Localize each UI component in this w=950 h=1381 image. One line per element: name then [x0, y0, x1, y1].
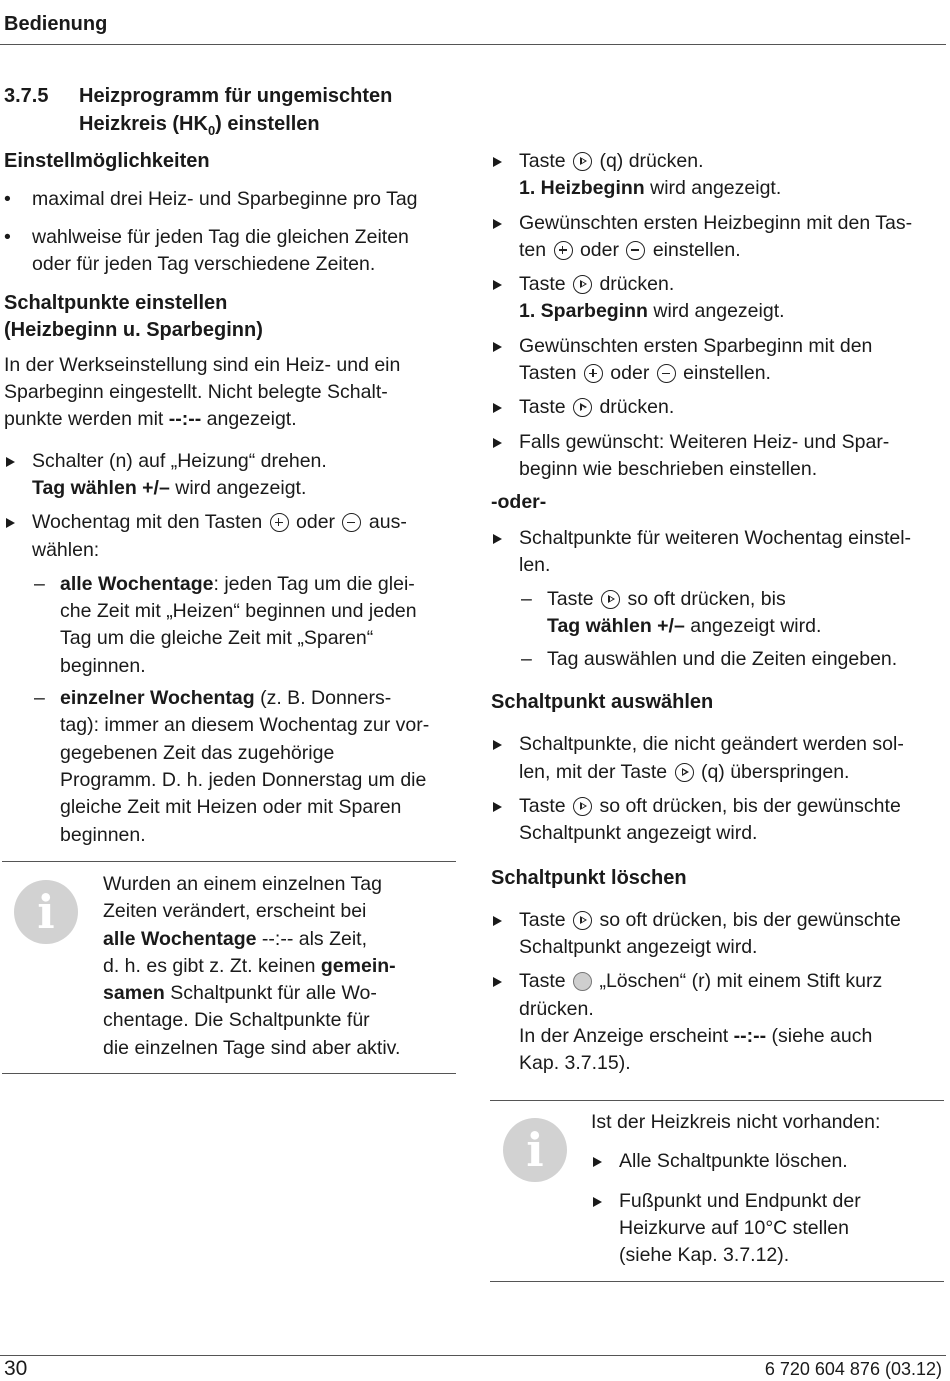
note-rule-bottom	[490, 1281, 944, 1282]
next-key-icon	[675, 763, 694, 782]
next-key-icon	[573, 911, 592, 930]
step-item: Schaltpunkte für weiteren Wochentag einstel- len.	[491, 525, 946, 580]
step-item: Taste drücken.	[491, 394, 946, 421]
subsection-title: Einstellmöglichkeiten	[4, 150, 210, 172]
step-item: Taste drücken. 1. Sparbeginn wird angezeigt.	[491, 271, 946, 326]
minus-key-icon	[657, 364, 676, 383]
plus-key-icon	[270, 513, 289, 532]
note-step: Fußpunkt und Endpunkt der Heizkurve auf 10°C stellen (siehe Kap. 3.7.12).	[591, 1188, 943, 1270]
section-heading-line1: Heizprogramm für ungemischten	[79, 85, 393, 107]
info-icon: i	[503, 1118, 567, 1182]
plus-key-icon	[584, 364, 603, 383]
step-item: Gewünschten ersten Heizbeginn mit den Tas- ten oder einstellen.	[491, 210, 946, 265]
subsection-title: Schaltpunkte einstellen	[4, 292, 228, 315]
oder-label: -oder-	[491, 491, 547, 514]
note-rule-top	[2, 861, 456, 862]
paragraph: In der Werkseinstellung sind ein Heiz- und ein Sparbeginn eingestellt. Nicht belegte Schalt- punkte werden mit --:-- angezeigt.	[4, 353, 401, 431]
page-number: 30	[4, 1357, 28, 1380]
step-item: Taste „Löschen“ (r) mit einem Stift kurz drücken. In der Anzeige erscheint --:-- (siehe auch Kap. 3.7.15).	[491, 968, 946, 1077]
sub-item: – Tag auswählen und die Zeiten eingeben.	[521, 647, 898, 670]
subsection-title: Schaltpunkt löschen	[491, 866, 687, 889]
sub-item: – Taste so oft drücken, bis Tag wählen +/– angezeigt wird.	[521, 588, 822, 638]
section-number: 3.7.5	[4, 85, 49, 107]
minus-key-icon	[626, 241, 645, 260]
minus-key-icon	[342, 513, 361, 532]
step-item: Taste so oft drücken, bis der gewünschte Schaltpunkt angezeigt wird.	[491, 793, 946, 848]
step-item: Schaltpunkte, die nicht geändert werden sol- len, mit der Taste (q) überspringen.	[491, 731, 946, 786]
next-key-icon	[573, 398, 592, 417]
next-key-icon	[573, 797, 592, 816]
next-key-icon	[573, 152, 592, 171]
running-header: Bedienung	[4, 13, 108, 35]
note-rule-bottom	[2, 1073, 456, 1074]
footer-rule	[0, 1355, 946, 1356]
step-item: Wochentag mit den Tasten oder aus- wählen:	[4, 509, 459, 564]
list-item: • wahlweise für jeden Tag die gleichen Zeiten oder für jeden Tag verschiedene Zeiten.	[4, 225, 409, 275]
document-number: 6 720 604 876 (03.12)	[764, 1359, 942, 1379]
note-rule-top	[490, 1100, 944, 1101]
subsection-title: (Heizbeginn u. Sparbeginn)	[4, 319, 263, 342]
section-heading-line2: Heizkreis $(HK_0)$ einstellen	[79, 113, 320, 138]
left-column	[4, 148, 459, 849]
step-item: Gewünschten ersten Sparbeginn mit den Tasten oder einstellen.	[491, 333, 946, 388]
step-item: Taste (q) drücken. 1. Heizbeginn wird angezeigt.	[491, 148, 946, 203]
list-item: • maximal drei Heiz- und Sparbeginne pro Tag	[4, 188, 418, 211]
header-rule	[0, 44, 946, 45]
sub-item: – alle Wochentage: jeden Tag um die glei- che Zeit mit „Heizen“ beginnen und jeden Tag um die gleiche Zeit mit „Sparen“ beginnen.	[34, 572, 417, 677]
right-column	[491, 148, 946, 1078]
section-heading	[79, 82, 392, 145]
next-key-icon	[601, 590, 620, 609]
step-item: Falls gewünscht: Weiteren Heiz- und Spar- beginn wie beschrieben einstellen.	[491, 429, 946, 484]
subsection-title: Schaltpunkt auswählen	[491, 691, 714, 714]
reset-button-icon	[573, 972, 592, 991]
next-key-icon	[573, 275, 592, 294]
note-step: Alle Schaltpunkte löschen.	[591, 1148, 943, 1175]
info-note: Wurden an einem einzelnen Tag Zeiten verändert, erscheint bei alle Wochentage --:-- als Zeit, d. h. es gibt z. Zt. keinen gemein- samen Schaltpunkt für alle Wo- chentage. Die Schaltpunkte für die einzelnen Tage sind aber aktiv.	[103, 873, 401, 1059]
step-item: Schalter (n) auf „Heizung“ drehen. Tag wählen +/– wird angezeigt.	[4, 448, 459, 503]
step-item: Taste so oft drücken, bis der gewünschte Schaltpunkt angezeigt wird.	[491, 907, 946, 962]
plus-key-icon	[554, 241, 573, 260]
sub-item: – einzelner Wochentag (z. B. Donners- tag): immer an diesem Wochentag zur vor- gegebenen Zeit das zugehörige Programm. D. h. jeden Donnerstag um die gleiche Zeit mit Heizen oder mit Sparen beginnen.	[34, 687, 430, 846]
info-note: Ist der Heizkreis nicht vorhanden: Alle Schaltpunkte löschen. Fußpunkt und Endpunkt der Heizkurve auf 10°C stellen (siehe Kap. 3.7.12).	[591, 1109, 943, 1269]
info-icon: i	[14, 880, 78, 944]
